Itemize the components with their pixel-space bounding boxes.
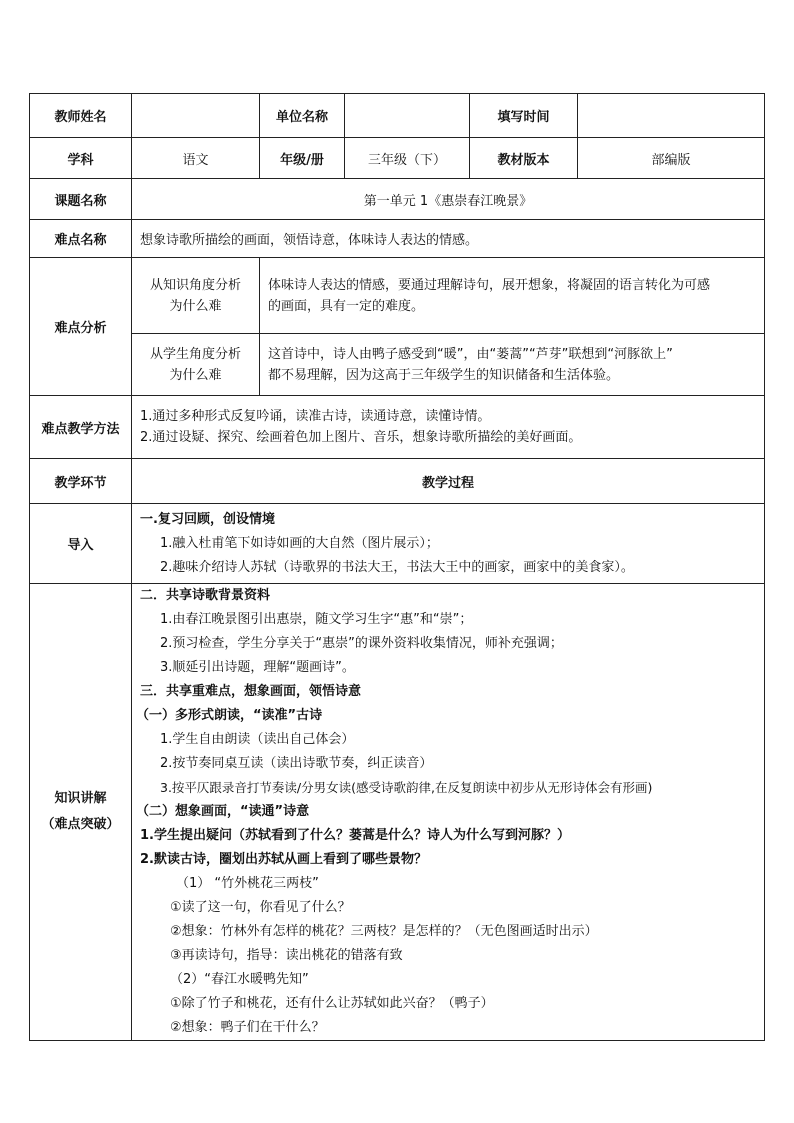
- student-angle-label-line1: 从学生角度分析: [149, 346, 241, 362]
- teaching-step-header: 教学环节: [30, 459, 132, 504]
- method-text: [132, 396, 765, 459]
- intro-item-1: 1.融入杜甫笔下如诗如画的大自然（图片展示）；: [160, 535, 439, 551]
- grade-value: 三年级（下）: [345, 138, 470, 179]
- intro-label: 导入: [30, 504, 132, 584]
- section-two-heading: 二．共享诗歌背景资料: [140, 588, 271, 603]
- intro-item-2: 2.趣味介绍诗人苏轼（诗歌界的书法大王，书法大王中的画家，画家中的美食家）。: [160, 559, 634, 575]
- subsection-one-heading: （一）多形式朗读，“读准”古诗: [136, 708, 323, 723]
- subject-label: 学科: [30, 138, 132, 179]
- fill-date-value: [578, 94, 765, 138]
- student-angle-text-line1: 这首诗中，诗人由鸭子感受到“暖”，由“蒌蒿”“芦芽”联想到“河豚欲上”: [268, 346, 673, 362]
- student-angle-text-line2: 都不易理解，因为这高于三年级学生的知识储备和生活体验。: [268, 367, 620, 383]
- unit-name-value: [345, 94, 470, 138]
- knowledge-row: [30, 584, 765, 1041]
- unit-name-label: 单位名称: [260, 94, 345, 138]
- fill-date-label: 填写时间: [470, 94, 578, 138]
- difficulty-row: [30, 220, 765, 258]
- knowledge-angle-text-line1: 体味诗人表达的情感，要通过理解诗句，展开想象，将凝固的语言转化为可感: [268, 277, 711, 293]
- poem-line-2-step-a: ①除了竹子和桃花，还有什么让苏轼如此兴奋？（鸭子）: [170, 996, 494, 1011]
- analysis-student-row: [30, 334, 765, 396]
- teacher-name-label: 教师姓名: [30, 94, 132, 138]
- subsection-one-item-1: 1.学生自由朗读（读出自己体会）: [160, 732, 355, 747]
- question-item-2: 2.默读古诗，圈划出苏轼从画上看到了哪些景物？: [140, 852, 427, 867]
- grade-label: 年级/册: [260, 138, 345, 179]
- section-three-heading: 三．共享重难点，想象画面，领悟诗意: [140, 684, 362, 699]
- intro-row: [30, 504, 765, 584]
- teacher-name-value: [132, 94, 260, 138]
- topic-value: 第一单元 1《惠崇春江晚景》: [132, 179, 765, 220]
- edition-label: 教材版本: [470, 138, 578, 179]
- section-two-item-2: 2.预习检查，学生分享关于“惠崇”的课外资料收集情况，师补充强调；: [160, 636, 563, 651]
- poem-line-2-heading: （2）“春江水暖鸭先知”: [170, 972, 309, 987]
- topic-label: 课题名称: [30, 179, 132, 220]
- student-angle-text: [260, 334, 765, 396]
- header-row: [30, 94, 765, 138]
- poem-line-1-heading: （1） “竹外桃花三两枝”: [176, 876, 319, 891]
- poem-line-1-step-c: ③再读诗句，指导：读出桃花的错落有致: [170, 948, 403, 963]
- knowledge-angle-label: [132, 258, 260, 334]
- knowledge-angle-label-line1: 从知识角度分析: [149, 277, 241, 293]
- knowledge-angle-text: [260, 258, 765, 334]
- knowledge-label-line1: 知识讲解: [54, 791, 107, 806]
- analysis-label: 难点分析: [30, 258, 132, 396]
- method-line-2: 2.通过设疑、探究、绘画着色加上图片、音乐，想象诗歌所描绘的美好画面。: [140, 430, 582, 445]
- info-row: [30, 138, 765, 179]
- difficulty-label: 难点名称: [30, 220, 132, 258]
- student-angle-label: [132, 334, 260, 396]
- knowledge-content: [132, 584, 765, 1041]
- knowledge-angle-text-line2: 的画面，具有一定的难度。: [268, 298, 425, 314]
- knowledge-label-line2: （难点突破）: [41, 817, 120, 832]
- topic-row: [30, 179, 765, 220]
- lesson-plan-table: [29, 93, 765, 1041]
- section-two-item-1: 1.由春江晚景图引出惠崇，随文学习生字“惠”和“崇”；: [160, 612, 473, 627]
- subsection-one-item-2: 2.按节奏同桌互读（读出诗歌节奏，纠正读音）: [160, 756, 433, 771]
- teaching-process-header: 教学过程: [132, 459, 765, 504]
- difficulty-value: 想象诗歌所描绘的画面，领悟诗意，体味诗人表达的情感。: [132, 220, 765, 258]
- subsection-one-item-3: 3.按平仄跟录音打节奏读/分男女读(感受诗歌韵律,在反复朗读中初步从无形诗体会有形画): [160, 780, 653, 795]
- method-line-1: 1.通过多种形式反复吟诵，读准古诗，读通诗意，读懂诗情。: [140, 409, 491, 424]
- student-angle-label-line2: 为什么难: [169, 367, 222, 383]
- method-row: [30, 396, 765, 459]
- subject-value: 语文: [132, 138, 260, 179]
- poem-line-1-step-b: ②想象：竹林外有怎样的桃花？三两枝？是怎样的？（无色图画适时出示）: [170, 924, 598, 939]
- knowledge-angle-label-line2: 为什么难: [169, 298, 222, 314]
- poem-line-2-step-b: ②想象：鸭子们在干什么？: [170, 1020, 325, 1035]
- section-two-item-3: 3.顺延引出诗题，理解“题画诗”。: [160, 660, 355, 675]
- question-item-1: 1.学生提出疑问（苏轼看到了什么？蒌蒿是什么？诗人为什么写到河豚？）: [140, 828, 570, 843]
- method-label: 难点教学方法: [30, 396, 132, 459]
- intro-heading: 一.复习回顾，创设情境: [140, 511, 275, 527]
- subsection-two-heading: （二）想象画面，“读通”诗意: [136, 804, 310, 819]
- poem-line-1-step-a: ①读了这一句，你看见了什么？: [170, 900, 351, 915]
- edition-value: 部编版: [578, 138, 765, 179]
- intro-content: [132, 504, 765, 584]
- process-header-row: [30, 459, 765, 504]
- knowledge-label: [30, 584, 132, 1041]
- analysis-knowledge-row: [30, 258, 765, 334]
